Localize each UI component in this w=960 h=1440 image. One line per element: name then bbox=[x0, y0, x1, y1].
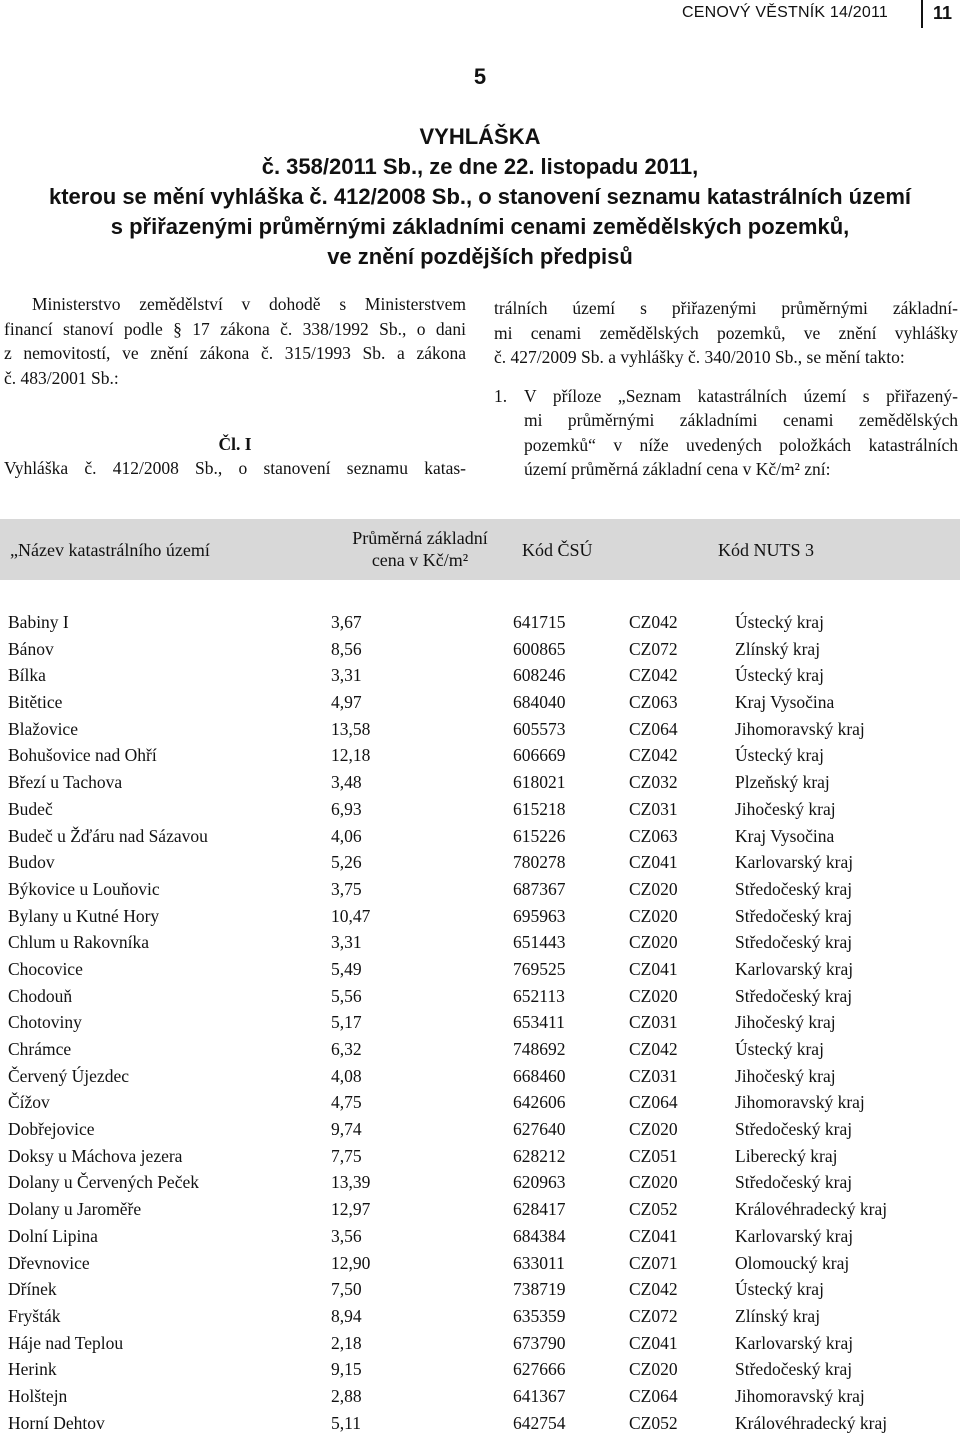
cell-name: Dolní Lipina bbox=[8, 1225, 98, 1246]
cell-price: 3,31 bbox=[331, 932, 362, 953]
cell-name: Blažovice bbox=[8, 718, 78, 739]
cell-price: 9,15 bbox=[331, 1359, 362, 1380]
cell-region: Karlovarský kraj bbox=[735, 958, 854, 979]
cell-name: Herink bbox=[8, 1359, 57, 1380]
cell-price: 12,97 bbox=[331, 1199, 371, 1220]
intro-line: financí stanoví podle § 17 zákona č. 338/1992 Sb., o dani bbox=[4, 318, 466, 339]
cell-region: Karlovarský kraj bbox=[735, 1225, 854, 1246]
cell-name: Bílka bbox=[8, 665, 46, 686]
cell-csu-code: 684040 bbox=[513, 692, 566, 713]
cell-name: Fryšták bbox=[8, 1305, 61, 1326]
table-row bbox=[0, 742, 960, 769]
cell-nuts-code: CZ063 bbox=[629, 825, 678, 846]
table-row bbox=[0, 876, 960, 903]
cell-name: Březí u Tachova bbox=[8, 772, 123, 793]
cell-nuts-code: CZ042 bbox=[629, 1039, 678, 1059]
cell-price: 4,97 bbox=[331, 692, 362, 713]
cell-csu-code: 641367 bbox=[513, 1385, 566, 1406]
header-nuts: Kód NUTS 3 bbox=[718, 540, 815, 560]
cell-region: Jihomoravský kraj bbox=[735, 1092, 865, 1113]
cell-price: 2,88 bbox=[331, 1385, 362, 1406]
cell-region: Ústecký kraj bbox=[735, 1039, 824, 1059]
cell-name: Doksy u Máchova jezera bbox=[8, 1145, 183, 1166]
cell-nuts-code: CZ072 bbox=[629, 638, 678, 659]
cell-csu-code: 748692 bbox=[513, 1039, 566, 1059]
cell-nuts-code: CZ041 bbox=[629, 852, 678, 873]
cell-name: Horní Dehtov bbox=[8, 1412, 105, 1433]
cell-price: 5,56 bbox=[331, 985, 362, 1006]
table-row bbox=[0, 1009, 960, 1036]
cell-name: Chrámce bbox=[8, 1039, 72, 1059]
decree-heading bbox=[0, 122, 960, 272]
intro-line: z nemovitostí, ve znění zákona č. 315/1993 Sb. a zákona bbox=[4, 343, 466, 363]
table-row bbox=[0, 1303, 960, 1330]
cell-csu-code: 608246 bbox=[513, 665, 566, 686]
intro-line: Ministerstvo zemědělství v dohodě s Ministerstvem bbox=[32, 294, 466, 314]
cell-name: Dřevnovice bbox=[8, 1252, 90, 1273]
decree-type: VYHLÁŠKA bbox=[419, 124, 541, 149]
cell-name: Bylany u Kutné Hory bbox=[8, 905, 160, 926]
table-header bbox=[0, 519, 960, 580]
cell-price: 13,58 bbox=[331, 718, 371, 739]
cell-csu-code: 687367 bbox=[513, 878, 566, 899]
heading-line: č. 358/2011 Sb., ze dne 22. listopadu 2011, bbox=[261, 154, 699, 179]
cell-region: Středočeský kraj bbox=[735, 878, 853, 899]
cell-nuts-code: CZ063 bbox=[629, 692, 678, 713]
table-row bbox=[0, 1036, 960, 1063]
cell-nuts-code: CZ064 bbox=[629, 718, 678, 739]
cell-price: 3,75 bbox=[331, 878, 362, 899]
cell-name: Holštejn bbox=[8, 1385, 68, 1406]
document-number: 5 bbox=[473, 64, 487, 89]
cell-region: Středočeský kraj bbox=[735, 932, 853, 953]
table-row bbox=[0, 1410, 960, 1437]
table-row bbox=[0, 689, 960, 716]
cell-region: Plzeňský kraj bbox=[735, 772, 830, 793]
cell-csu-code: 684384 bbox=[513, 1225, 566, 1246]
cell-price: 4,06 bbox=[331, 825, 362, 846]
table-row bbox=[0, 716, 960, 743]
cell-nuts-code: CZ052 bbox=[629, 1199, 678, 1220]
item-line: mi průměrnými základními cenami zemědělských bbox=[524, 410, 958, 430]
cell-region: Ústecký kraj bbox=[735, 612, 824, 632]
cell-region: Středočeský kraj bbox=[735, 905, 853, 926]
table-row bbox=[0, 1063, 960, 1090]
cell-price: 5,26 bbox=[331, 852, 362, 873]
cell-csu-code: 668460 bbox=[513, 1065, 566, 1086]
cell-csu-code: 642606 bbox=[513, 1092, 566, 1113]
cell-price: 4,08 bbox=[331, 1065, 362, 1086]
item-line: pozemků“ v níže uvedených položkách katastrálních bbox=[524, 434, 958, 455]
cell-region: Ústecký kraj bbox=[735, 665, 824, 686]
item-number: 1. bbox=[494, 385, 508, 406]
continuation-line: č. 427/2009 Sb. a vyhlášky č. 340/2010 Sb., se mění takto: bbox=[494, 347, 905, 367]
table-row bbox=[0, 1223, 960, 1250]
cell-name: Chodouň bbox=[8, 985, 73, 1006]
table-row bbox=[0, 1089, 960, 1116]
continuation-line: trálních území s přiřazenými průměrnými základní- bbox=[494, 298, 958, 318]
left-column bbox=[4, 292, 466, 481]
cell-region: Karlovarský kraj bbox=[735, 1332, 854, 1353]
item-line: území průměrná základní cena v Kč/m² zní: bbox=[524, 459, 831, 479]
journal-title: CENOVÝ VĚSTNÍK 14/2011 bbox=[682, 4, 888, 21]
cell-nuts-code: CZ020 bbox=[629, 878, 678, 899]
table-row bbox=[0, 956, 960, 983]
cell-region: Jihočeský kraj bbox=[735, 1012, 836, 1033]
cell-name: Bohušovice nad Ohří bbox=[8, 745, 157, 766]
cell-name: Chotoviny bbox=[8, 1012, 82, 1033]
cell-name: Dolany u Červených Peček bbox=[8, 1172, 199, 1193]
cell-region: Jihomoravský kraj bbox=[735, 718, 865, 739]
cell-nuts-code: CZ041 bbox=[629, 1225, 678, 1246]
cell-region: Středočeský kraj bbox=[735, 1119, 853, 1140]
cell-nuts-code: CZ072 bbox=[629, 1305, 678, 1326]
cell-nuts-code: CZ020 bbox=[629, 905, 678, 926]
cell-name: Budeč u Žďáru nad Sázavou bbox=[8, 825, 208, 846]
cell-nuts-code: CZ020 bbox=[629, 1172, 678, 1193]
item-line: V příloze „Seznam katastrálních území s přiřazený- bbox=[524, 385, 958, 406]
cell-region: Středočeský kraj bbox=[735, 1359, 853, 1380]
cell-nuts-code: CZ041 bbox=[629, 1332, 678, 1353]
table-row bbox=[0, 609, 960, 636]
cell-name: Budeč bbox=[8, 798, 53, 819]
cell-nuts-code: CZ031 bbox=[629, 1012, 678, 1033]
cell-nuts-code: CZ031 bbox=[629, 798, 678, 819]
cell-nuts-code: CZ042 bbox=[629, 665, 678, 686]
cell-name: Babiny I bbox=[8, 612, 69, 632]
table-row bbox=[0, 1383, 960, 1410]
cell-price: 8,56 bbox=[331, 638, 362, 659]
cell-price: 8,94 bbox=[331, 1305, 362, 1326]
cell-csu-code: 652113 bbox=[513, 985, 565, 1006]
intro-line: č. 483/2001 Sb.: bbox=[4, 367, 119, 388]
cell-csu-code: 673790 bbox=[513, 1332, 566, 1353]
heading-line: ve znění pozdějších předpisů bbox=[327, 244, 633, 269]
cell-csu-code: 600865 bbox=[513, 638, 566, 659]
cell-csu-code: 695963 bbox=[513, 905, 566, 926]
cell-csu-code: 628417 bbox=[513, 1199, 566, 1220]
cell-csu-code: 642754 bbox=[513, 1412, 566, 1433]
heading-line: s přiřazenými průměrnými základními cenami zemědělských pozemků, bbox=[110, 214, 850, 239]
cell-price: 6,32 bbox=[331, 1039, 362, 1059]
cell-name: Dolany u Jaroměře bbox=[8, 1199, 142, 1220]
cell-csu-code: 627640 bbox=[513, 1119, 566, 1140]
cell-price: 3,48 bbox=[331, 772, 362, 793]
cell-nuts-code: CZ064 bbox=[629, 1092, 678, 1113]
table-body bbox=[0, 609, 960, 1436]
cell-region: Liberecký kraj bbox=[735, 1145, 838, 1166]
table-row bbox=[0, 1116, 960, 1143]
article-title: Čl. I bbox=[218, 434, 252, 454]
cell-region: Kraj Vysočina bbox=[735, 692, 835, 713]
cell-price: 7,50 bbox=[331, 1279, 362, 1300]
table-row bbox=[0, 823, 960, 850]
cell-csu-code: 615218 bbox=[513, 798, 566, 819]
table-row bbox=[0, 903, 960, 930]
continuation-line: mi cenami zemědělských pozemků, ve znění vyhlášky bbox=[494, 322, 958, 343]
table-row bbox=[0, 929, 960, 956]
right-column bbox=[494, 296, 958, 482]
cell-price: 3,56 bbox=[331, 1225, 362, 1246]
cell-price: 5,17 bbox=[331, 1012, 362, 1033]
table-row bbox=[0, 796, 960, 823]
cell-csu-code: 627666 bbox=[513, 1359, 566, 1380]
cell-region: Zlínský kraj bbox=[735, 1305, 821, 1326]
cell-name: Dřínek bbox=[8, 1279, 57, 1300]
table-row bbox=[0, 983, 960, 1010]
cell-nuts-code: CZ020 bbox=[629, 985, 678, 1006]
cell-price: 2,18 bbox=[331, 1332, 362, 1353]
cell-nuts-code: CZ020 bbox=[629, 932, 678, 953]
cell-name: Háje nad Teplou bbox=[8, 1332, 124, 1353]
table-row bbox=[0, 1356, 960, 1383]
cell-price: 5,49 bbox=[331, 958, 362, 979]
cell-price: 12,90 bbox=[331, 1252, 371, 1273]
cell-nuts-code: CZ032 bbox=[629, 772, 678, 793]
header-csu: Kód ČSÚ bbox=[522, 540, 593, 560]
cell-price: 7,75 bbox=[331, 1145, 362, 1166]
cell-price: 3,31 bbox=[331, 665, 362, 686]
cell-name: Chocovice bbox=[8, 958, 83, 979]
cell-nuts-code: CZ020 bbox=[629, 1359, 678, 1380]
header-price-line2: cena v Kč/m² bbox=[371, 550, 469, 570]
cell-csu-code: 780278 bbox=[513, 852, 566, 873]
table-row bbox=[0, 1250, 960, 1277]
amendment-item bbox=[494, 384, 958, 482]
header-divider bbox=[921, 0, 923, 28]
table-row bbox=[0, 1196, 960, 1223]
cell-name: Býkovice u Louňovic bbox=[8, 878, 160, 899]
cell-region: Karlovarský kraj bbox=[735, 852, 854, 873]
cell-region: Středočeský kraj bbox=[735, 985, 853, 1006]
cell-price: 6,93 bbox=[331, 798, 362, 819]
cell-csu-code: 605573 bbox=[513, 718, 566, 739]
cell-region: Královéhradecký kraj bbox=[735, 1199, 888, 1220]
cell-csu-code: 620963 bbox=[513, 1172, 566, 1193]
cell-price: 9,74 bbox=[331, 1119, 362, 1140]
cell-name: Dobřejovice bbox=[8, 1119, 95, 1140]
table-row bbox=[0, 1169, 960, 1196]
cell-region: Středočeský kraj bbox=[735, 1172, 853, 1193]
cell-csu-code: 635359 bbox=[513, 1305, 566, 1326]
page-number: 11 bbox=[932, 3, 952, 23]
cell-nuts-code: CZ052 bbox=[629, 1412, 678, 1433]
cell-price: 12,18 bbox=[331, 745, 371, 766]
cell-region: Olomoucký kraj bbox=[735, 1252, 850, 1273]
header-name: „Název katastrálního území bbox=[10, 540, 210, 560]
cell-name: Chlum u Rakovníka bbox=[8, 932, 149, 953]
cell-region: Kraj Vysočina bbox=[735, 825, 835, 846]
cell-name: Budov bbox=[8, 852, 55, 873]
cell-nuts-code: CZ042 bbox=[629, 612, 678, 632]
cell-region: Královéhradecký kraj bbox=[735, 1412, 888, 1433]
cell-region: Jihomoravský kraj bbox=[735, 1385, 865, 1406]
table-row bbox=[0, 1276, 960, 1303]
table-row bbox=[0, 1330, 960, 1357]
cell-region: Zlínský kraj bbox=[735, 638, 821, 659]
table-row bbox=[0, 1143, 960, 1170]
cell-name: Bánov bbox=[8, 638, 54, 659]
cell-csu-code: 628212 bbox=[513, 1145, 566, 1166]
cell-csu-code: 769525 bbox=[513, 958, 566, 979]
cell-price: 5,11 bbox=[331, 1412, 361, 1433]
cell-price: 4,75 bbox=[331, 1092, 362, 1113]
header-price-line1: Průměrná základní bbox=[352, 528, 488, 548]
cell-nuts-code: CZ031 bbox=[629, 1065, 678, 1086]
cell-region: Jihočeský kraj bbox=[735, 1065, 836, 1086]
running-header bbox=[0, 0, 960, 24]
cell-csu-code: 615226 bbox=[513, 825, 566, 846]
cell-csu-code: 633011 bbox=[513, 1252, 565, 1273]
table-row bbox=[0, 849, 960, 876]
cell-name: Červený Újezdec bbox=[8, 1065, 129, 1086]
cell-csu-code: 738719 bbox=[513, 1279, 566, 1300]
cell-name: Bitětice bbox=[8, 692, 63, 713]
cell-csu-code: 653411 bbox=[513, 1012, 565, 1033]
cell-price: 13,39 bbox=[331, 1172, 371, 1193]
cell-nuts-code: CZ042 bbox=[629, 745, 678, 766]
cell-name: Čížov bbox=[8, 1092, 50, 1113]
heading-line: kterou se mění vyhláška č. 412/2008 Sb., o stanovení seznamu katastrálních území bbox=[48, 184, 912, 209]
table-row bbox=[0, 769, 960, 796]
table-row bbox=[0, 636, 960, 663]
cell-region: Ústecký kraj bbox=[735, 745, 824, 766]
cell-nuts-code: CZ020 bbox=[629, 1119, 678, 1140]
cell-csu-code: 641715 bbox=[513, 612, 566, 632]
cell-nuts-code: CZ042 bbox=[629, 1279, 678, 1300]
table-row bbox=[0, 662, 960, 689]
cell-nuts-code: CZ041 bbox=[629, 958, 678, 979]
cell-nuts-code: CZ064 bbox=[629, 1385, 678, 1406]
cell-price: 3,67 bbox=[331, 612, 362, 632]
cell-nuts-code: CZ051 bbox=[629, 1145, 678, 1166]
cell-region: Ústecký kraj bbox=[735, 1279, 824, 1300]
header-price bbox=[330, 527, 510, 571]
article-line: Vyhláška č. 412/2008 Sb., o stanovení seznamu katas- bbox=[4, 458, 466, 478]
cell-csu-code: 651443 bbox=[513, 932, 566, 953]
cell-csu-code: 606669 bbox=[513, 745, 566, 766]
cell-region: Jihočeský kraj bbox=[735, 798, 836, 819]
cell-nuts-code: CZ071 bbox=[629, 1252, 678, 1273]
cell-price: 10,47 bbox=[331, 905, 371, 926]
cell-csu-code: 618021 bbox=[513, 772, 566, 793]
